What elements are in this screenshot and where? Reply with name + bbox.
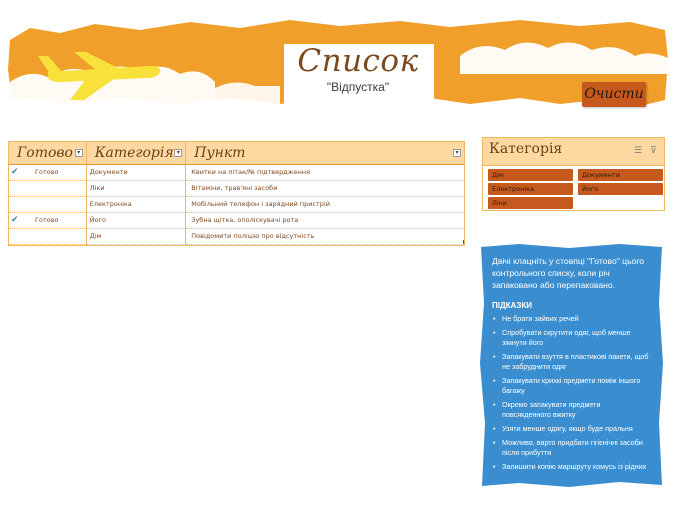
- hint-item: • Окремо запакувати предмети повсякденного вжитку: [492, 400, 650, 420]
- hint-item: • Залишити копію маршруту комусь із рідних: [492, 462, 650, 472]
- slicer-item-electronics[interactable]: Електроніка: [488, 183, 573, 195]
- hint-item: • Не брати зайвих речей: [492, 314, 650, 324]
- filter-dropdown-icon[interactable]: ▾: [174, 149, 182, 157]
- slicer-header: [483, 138, 664, 166]
- slicer-item-home[interactable]: Дім: [488, 169, 573, 181]
- done-cell[interactable]: [9, 181, 87, 197]
- page-title: Список: [297, 43, 419, 79]
- category-slicer: [482, 137, 665, 211]
- table-row[interactable]: [8, 181, 465, 197]
- done-cell[interactable]: [9, 229, 87, 245]
- page-subtitle: "Відпустка": [326, 80, 390, 94]
- done-text: Готово: [35, 216, 59, 224]
- table-row[interactable]: [8, 197, 465, 213]
- table-resize-handle[interactable]: [459, 240, 464, 245]
- done-cell[interactable]: [9, 165, 87, 181]
- hints-panel: [479, 243, 664, 488]
- item-cell[interactable]: Квитки на літак/№ підтвердження: [186, 165, 464, 181]
- hint-item: • Запакувати крихкі предмети поміж іншого багажу: [492, 376, 650, 396]
- column-header-label: Пункт: [194, 145, 246, 161]
- hint-item: • Спробувати скрутити одяг, щоб менше зімнути його: [492, 328, 650, 348]
- hint-item: • Можливо, варто придбати гігієнічні засоби після прибуття: [492, 438, 650, 458]
- column-header-label: Готово: [17, 145, 73, 161]
- header-banner: [0, 0, 675, 125]
- clear-button[interactable]: Очисти: [582, 82, 646, 107]
- hint-item: • Запакувати взуття в пластикові пакети, щоб не забруднити одяг: [492, 352, 650, 372]
- table-row[interactable]: [8, 229, 465, 246]
- slicer-item-documents[interactable]: Документи: [578, 169, 663, 181]
- table-row[interactable]: [8, 165, 465, 181]
- category-cell[interactable]: Його: [87, 213, 187, 229]
- item-cell[interactable]: Повідомити поліцію про відсутність: [186, 229, 464, 245]
- title-area: [288, 44, 428, 104]
- slicer-item-medicine[interactable]: Ліки: [488, 197, 573, 209]
- check-icon: ✔: [11, 167, 19, 177]
- category-cell[interactable]: Ліки: [87, 181, 187, 197]
- column-header-category[interactable]: [87, 142, 187, 164]
- hint-item: • Узяти менше одягу, якщо буде пральня: [492, 424, 650, 434]
- category-cell[interactable]: Дім: [87, 229, 187, 245]
- column-header-label: Категорія: [94, 145, 174, 161]
- item-cell[interactable]: Мобільний телефон і зарядний пристрій: [186, 197, 464, 213]
- table-row[interactable]: [8, 213, 465, 229]
- check-icon: ✔: [11, 215, 19, 225]
- done-text: Готово: [35, 168, 59, 176]
- category-cell[interactable]: Документи: [87, 165, 187, 181]
- column-header-item[interactable]: [186, 142, 464, 164]
- hints-list: [492, 314, 650, 472]
- hints-content: [492, 255, 650, 476]
- table-header: [8, 141, 465, 165]
- hints-heading: ПІДКАЗКИ: [492, 301, 532, 310]
- clear-filter-icon[interactable]: ⊽: [650, 146, 657, 156]
- filter-dropdown-icon[interactable]: ▾: [453, 149, 461, 157]
- slicer-title: Категорія: [489, 141, 563, 157]
- column-header-done[interactable]: [9, 142, 87, 164]
- checklist-table: [8, 141, 465, 246]
- multi-select-icon[interactable]: ☰: [634, 146, 643, 156]
- filter-dropdown-icon[interactable]: ▾: [75, 149, 83, 157]
- item-cell[interactable]: Зубна щітка, ополіскувачі рота: [186, 213, 464, 229]
- done-cell[interactable]: [9, 197, 87, 213]
- hints-intro: Двічі клацніть у стовпці "Готово" цього контрольного списку, коли річ запаковано або перепаковано.: [492, 256, 645, 290]
- done-cell[interactable]: [9, 213, 87, 229]
- item-cell[interactable]: Вітаміни, трав'яні засоби: [186, 181, 464, 197]
- slicer-item-personal[interactable]: Його: [578, 183, 663, 195]
- category-cell[interactable]: Електроніка: [87, 197, 187, 213]
